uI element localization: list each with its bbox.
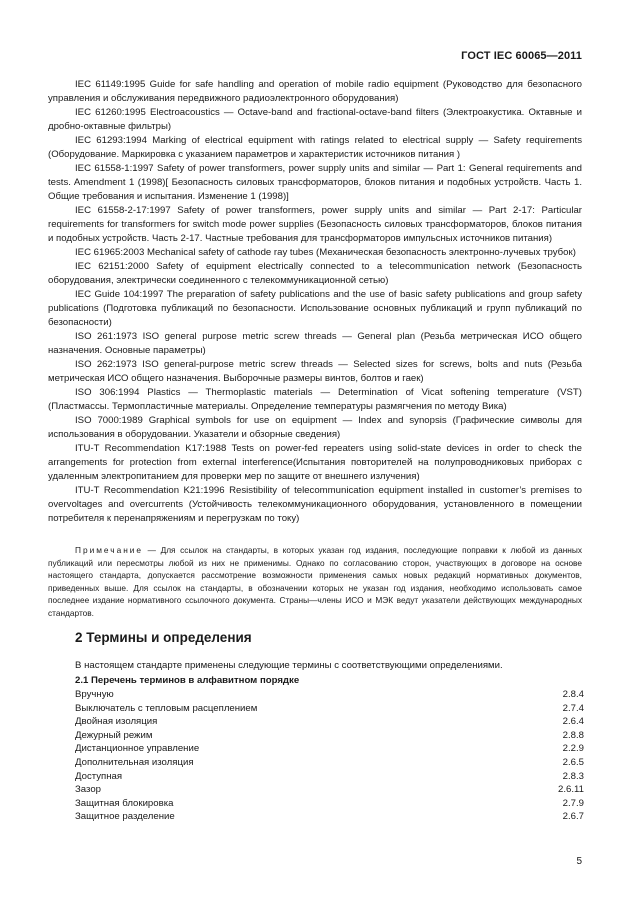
terms-list <box>75 688 584 824</box>
term-row <box>75 783 584 797</box>
standard-code: ГОСТ IEC 60065—2011 <box>461 50 582 62</box>
section-intro: В настоящем стандарте применены следующие термины с соответствующими определениями. <box>75 660 503 671</box>
term-row <box>75 715 584 729</box>
term-name: Доступная <box>75 770 123 782</box>
term-ref: 2.7.9 <box>562 797 584 809</box>
term-row <box>75 810 584 824</box>
term-name: Двойная изоляция <box>75 716 158 728</box>
term-row <box>75 756 584 770</box>
note-label: Примечание <box>75 545 144 555</box>
reference-item: IEC 61260:1995 Electroacoustics — Octave-band and fractional-octave-band filters (Электроакустика. Октавные и дробно-октавные фильтры) <box>48 107 582 132</box>
reference-item: ISO 261:1973 ISO general purpose metric screw threads — General plan (Резьба метрическая ИСО общего назначения. Основные параметры) <box>48 331 582 356</box>
reference-item: ISO 306:1994 Plastics — Thermoplastic materials — Determination of Vicat softening temperature (VST) (Пластмассы. Термопластичные материалы. Определение температуры размягчения по методу Вика) <box>48 387 582 412</box>
term-ref: 2.2.9 <box>562 743 584 755</box>
subsection-title: 2.1 Перечень терминов в алфавитном порядке <box>75 675 300 686</box>
reference-item: ITU-T Recommendation K21:1996 Resistibility of telecommunication equipment installed in customer’s premises to overvoltages and overcurrents (Устойчивость телекоммуникационного оборудования, установленного в помещении потребителя к перенапряжениям и перегрузкам по току) <box>48 485 582 524</box>
term-row <box>75 702 584 716</box>
reference-item: ITU-T Recommendation K17:1988 Tests on power-fed repeaters using solid-state devices in order to check the arrangements for protection from external interference(Испытания повторителей на полупроводниковых приборах с удаленным электропитанием для проверки мер по защите от внешнего излучения) <box>48 443 582 482</box>
term-ref: 2.8.4 <box>562 689 584 700</box>
term-name: Вручную <box>75 689 114 700</box>
reference-item: IEC 61558-1:1997 Safety of power transformers, power supply units and similar — Part 1: General requirements and tests. Amendment 1 (1998)[ Безопасность силовых трансформаторов, блоков питания и подобных устройств. Часть 1. Общие требования и испытания. Изменение 1 (1998)] <box>48 163 582 202</box>
normative-references <box>48 78 582 526</box>
reference-item: IEC 61293:1994 Marking of electrical equipment with ratings related to electrical supply — Safety requirements (Оборудование. Маркировка с указанием параметров и характеристик источников питания ) <box>48 135 582 160</box>
term-row <box>75 729 584 743</box>
reference-item: IEC 61965:2003 Mechanical safety of cathode ray tubes (Механическая безопасность электронно-лучевых трубок) <box>75 247 576 258</box>
term-row <box>75 742 584 756</box>
reference-item: ISO 7000:1989 Graphical symbols for use on equipment — Index and synopsis (Графические символы для использования в оборудовании. Указатели и обзорные сведения) <box>48 415 582 440</box>
section-title: 2 Термины и определения <box>75 630 252 645</box>
term-ref: 2.8.3 <box>562 770 584 782</box>
reference-item: IEC 62151:2000 Safety of equipment electrically connected to a telecommunication network (Безопасность оборудования, электрически соединенного с телекоммуникационной сетью) <box>48 261 582 286</box>
term-name: Дежурный режим <box>75 729 153 741</box>
term-row <box>75 770 584 784</box>
term-ref: 2.7.4 <box>562 702 584 714</box>
term-name: Выключатель с тепловым расцеплением <box>75 702 258 714</box>
term-row <box>75 688 584 702</box>
term-name: Дистанционное управление <box>75 743 200 755</box>
reference-item: IEC 61558-2-17:1997 Safety of power transformers, power supply units and similar — Part 2-17: Particular requirements for transformers for switch mode power supplies (Безопасность силовых трансформаторов, блоков питания и подобных устройств. Часть 2-17. Частные требования для трансформаторов импульсных источников питания) <box>48 205 582 244</box>
term-ref: 2.6.5 <box>562 756 584 768</box>
note-paragraph <box>48 544 582 620</box>
page-number: 5 <box>576 856 582 867</box>
term-name: Дополнительная изоляция <box>75 756 194 768</box>
term-ref: 2.8.8 <box>562 729 584 741</box>
term-ref: 2.6.7 <box>562 811 584 823</box>
term-ref: 2.6.4 <box>562 716 584 728</box>
term-name: Защитная блокировка <box>75 797 174 809</box>
note-text: — Для ссылок на стандарты, в которых указан год издания, последующие поправки к любой из данных публикаций или пересмотры любой из них не применимы. Однако по согласованию сторон, участвующих в договоре на основе настоящего стандарта, допускается рассмотрение возможности применения самых новых редакций нормативных документов, приведенных выше. Для ссылок на стандарты, в обозначении которых не указан год издания, необходимо использовать самое последнее издание нормативного ссылочного документа. Страны—члены ИСО и МЭК ведут указатели действующих международных стандартов. <box>48 545 582 618</box>
term-name: Защитное разделение <box>75 811 175 823</box>
term-ref: 2.6.11 <box>558 784 584 796</box>
term-row <box>75 797 584 811</box>
reference-item: IEC 61149:1995 Guide for safe handling and operation of mobile radio equipment (Руководство для безопасного управления и обслуживания передвижного радиоэлектронного оборудования) <box>48 79 582 104</box>
reference-item: IEC Guide 104:1997 The preparation of safety publications and the use of basic safety publications and group safety publications (Подготовка публикаций по безопасности. Использование основных публикаций и групп публикаций по безопасности) <box>48 289 582 328</box>
term-name: Зазор <box>75 784 101 796</box>
reference-item: ISO 262:1973 ISO general-purpose metric screw threads — Selected sizes for screws, bolts and nuts (Резьба метрическая ИСО общего назначения. Выборочные размеры винтов, болтов и гаек) <box>48 359 582 384</box>
